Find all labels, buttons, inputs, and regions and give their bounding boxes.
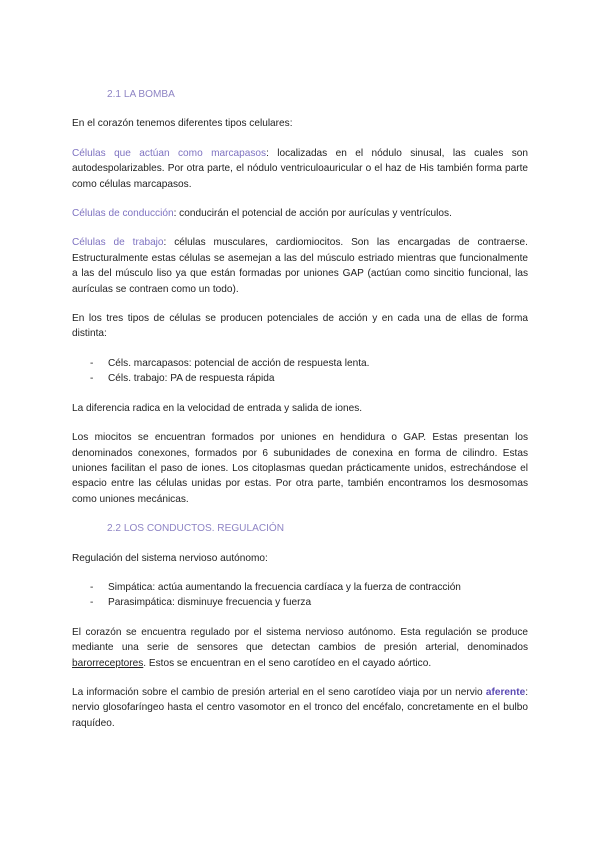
list-item: - Parasimpática: disminuye frecuencia y fuerza bbox=[72, 595, 528, 610]
paragraph-regulacion-intro: Regulación del sistema nervioso autónomo: bbox=[72, 552, 268, 564]
text-conduccion: : conducirán el potencial de acción por aurículas y ventrículos. bbox=[173, 208, 452, 220]
paragraph-informacion: La información sobre el cambio de presión arterial en el seno carotídeo viaja por un nervio aferente: nervio glosofaríngeo hasta el centro vasomotor en el tronco del encéfalo, concretamente en el bulbo raquídeo. bbox=[72, 686, 528, 729]
list-marker: - bbox=[90, 597, 94, 609]
term-aferente: aferente bbox=[485, 686, 526, 698]
regulation-list bbox=[72, 580, 528, 611]
text-trabajo: : células musculares, cardiomiocitos. Son las encargadas de contraerse. Estructuralmente estas células se asemejan a las del músculo estriado mientras que funcionalmente a las del músculo liso ya que están formadas por uniones GAP (actúan como sincitio funcional, las aurículas se contraen como un todo). bbox=[72, 237, 528, 295]
paragraph-potenciales: En los tres tipos de células se producen potenciales de acción y en cada una de ellas de forma distinta: bbox=[72, 313, 528, 340]
paragraph-marcapasos bbox=[72, 146, 528, 192]
text-marcapasos: : localizadas en el nódulo sinusal, las cuales son autodespolarizables. Por otra parte, el nódulo ventriculoauricular o el haz de His también forma parte como células marcapasos. bbox=[72, 147, 528, 190]
document-content bbox=[72, 87, 528, 745]
list-item: - Céls. marcapasos: potencial de acción de respuesta lenta. bbox=[72, 356, 528, 371]
paragraph-trabajo bbox=[72, 235, 528, 297]
section-heading-regulacion: 2.2 LOS CONDUCTOS. REGULACIÓN bbox=[107, 523, 285, 535]
term-conduccion: Células de conducción bbox=[72, 208, 174, 220]
list-marker: - bbox=[90, 373, 94, 385]
cell-types-list bbox=[72, 356, 528, 387]
paragraph-regulado: El corazón se encuentra regulado por el sistema nervioso autónomo. Esta regulación se produce mediante una serie de sensores que detectan cambios de presión arterial, denominados barorreceptores. Estos se encuentran en el seno carotídeo en el cayado aórtico. bbox=[72, 626, 528, 669]
term-barorreceptores: barorreceptores bbox=[72, 657, 144, 669]
list-marker: - bbox=[90, 357, 94, 369]
paragraph-diferencia: La diferencia radica en la velocidad de entrada y salida de iones. bbox=[72, 402, 363, 414]
list-marker: - bbox=[90, 581, 94, 593]
term-marcapasos: Células que actúan como marcapasos bbox=[72, 147, 267, 159]
section-heading-la-bomba: 2.1 LA BOMBA bbox=[107, 89, 175, 100]
list-item: - Simpática: actúa aumentando la frecuencia cardíaca y la fuerza de contracción bbox=[72, 580, 528, 595]
term-trabajo: Células de trabajo bbox=[72, 237, 164, 249]
paragraph-conduccion bbox=[72, 206, 528, 221]
intro-paragraph: En el corazón tenemos diferentes tipos celulares: bbox=[72, 118, 293, 130]
list-item: - Céls. trabajo: PA de respuesta rápida bbox=[72, 371, 528, 386]
paragraph-miocitos: Los miocitos se encuentran formados por uniones en hendidura o GAP. Estas presentan los denominados conexones, formados por 6 subunidades de conexina en forma de cilindro. Estas uniones facilitan el paso de iones. Los citoplasmas quedan prácticamente unidos, estrechándose el espacio entre las células unidas por estas. Por otra parte, también encontramos los desmosomas como uniones mecánicas. bbox=[72, 432, 528, 505]
